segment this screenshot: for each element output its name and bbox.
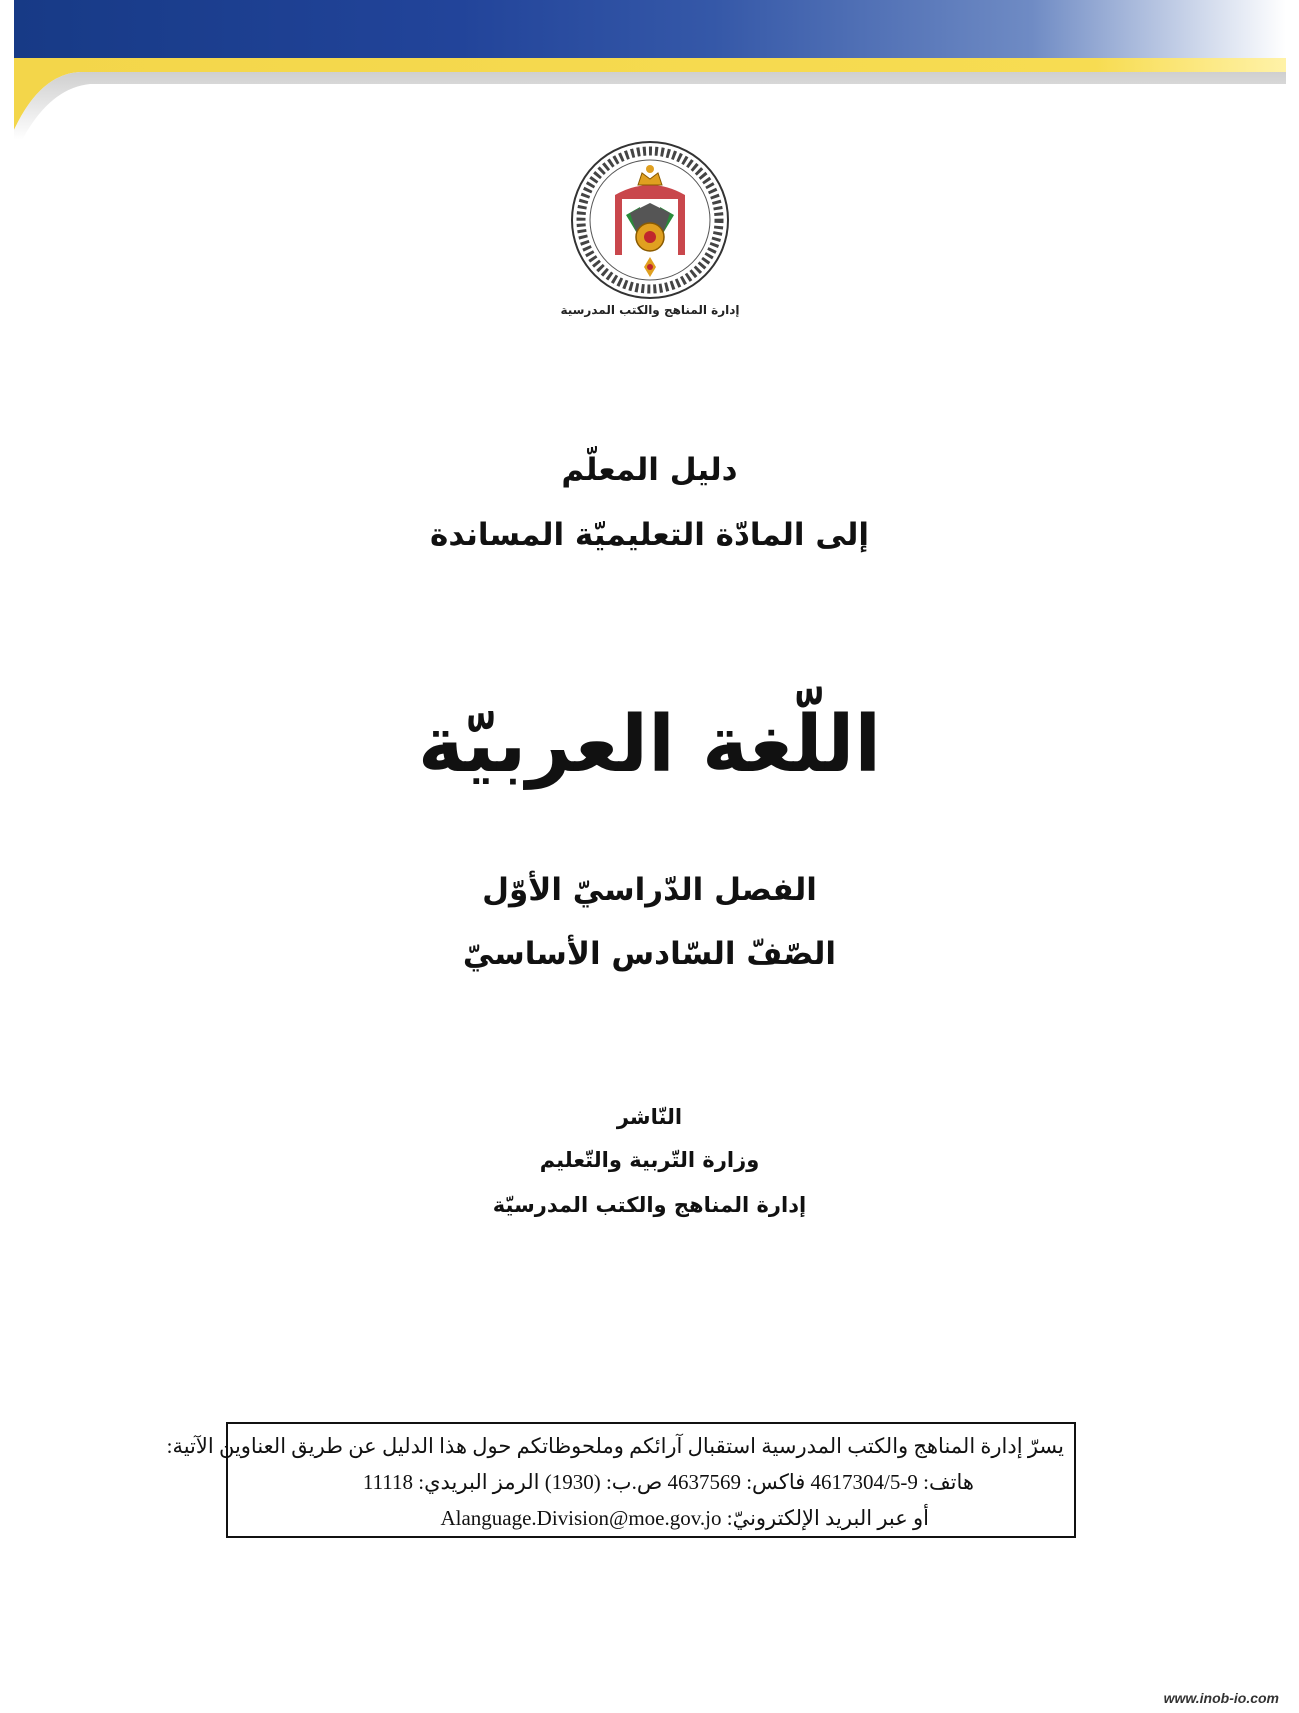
contact-email: أو عبر البريد الإلكترونيّ: Alanguage.Division@moe.gov.jo [440,1506,929,1530]
publisher-ministry: وزارة التّربية والتّعليم [539,1148,760,1172]
header-banner [0,0,1299,140]
semester-label: الفصل الدّراسيّ الأوّل [482,872,817,908]
guide-title: دليل المعلّم [561,452,738,488]
emblem-caption: إدارة المناهج والكتب المدرسية [560,303,740,317]
banner-graphic [0,0,1299,140]
contact-info-box [166,1422,1076,1538]
publisher-department: إدارة المناهج والكتب المدرسيّة [492,1193,807,1217]
site-watermark: www.inob-io.com [1163,1690,1279,1706]
grade-label: الصّفّ السّادس الأساسيّ [462,936,837,972]
contact-intro: يسرّ إدارة المناهج والكتب المدرسية استقبال آرائكم وملحوظاتكم حول هذا الدليل عن طريق العناوين الآتية: [166,1434,1064,1458]
jordan-coat-of-arms-icon [560,135,740,305]
publisher-label: النّاشر [616,1105,683,1129]
guide-subtitle: إلى المادّة التعليميّة المساندة [430,517,869,553]
book-title: اللّغة العربيّة [417,700,882,790]
contact-phone-fax: هاتف: 9-4617304/5 فاكس: 4637569 ص.ب: (1930) الرمز البريدي: 11118 [362,1470,974,1494]
